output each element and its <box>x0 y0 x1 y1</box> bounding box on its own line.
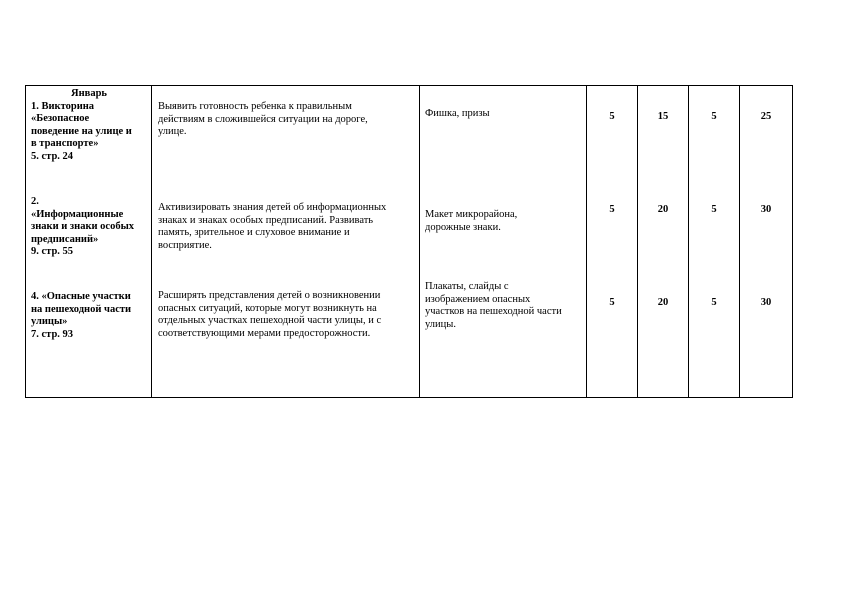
number-value: 5 <box>711 204 717 215</box>
material-block-2 <box>420 209 586 234</box>
goal-line: отдельных участках пешеходной части улицы, и с <box>158 315 382 326</box>
topic-line: 4. «Опасные участки <box>31 291 131 302</box>
topic-line: 9. стр. 55 <box>31 246 74 257</box>
topic-block-1 <box>26 88 151 163</box>
number-value: 5 <box>609 297 615 308</box>
number-value: 5 <box>711 111 717 122</box>
topic-line: 5. стр. 24 <box>31 150 74 162</box>
topic-block-2 <box>26 196 151 259</box>
topic-line: предписаний» <box>31 233 99 245</box>
number-cell-col3 <box>689 86 740 398</box>
material-block-1 <box>420 108 586 121</box>
material-line: Макет микрорайона, <box>425 209 518 220</box>
number-value: 5 <box>711 297 717 308</box>
goal-block-3 <box>152 290 419 340</box>
material-line: Плакаты, слайды с <box>425 281 509 292</box>
goal-block-2 <box>152 202 419 252</box>
topic-line: на пешеходной части <box>31 303 132 315</box>
number-cell-col4 <box>740 86 793 398</box>
material-line: изображением опасных <box>425 293 531 305</box>
topic-line: 2. <box>31 196 39 207</box>
goal-line: Выявить готовность ребенка к правильным <box>158 101 352 112</box>
goal-line: Расширять представления детей о возникновении <box>158 290 381 301</box>
number-value: 30 <box>760 297 772 308</box>
topic-line: в транспорте» <box>31 138 99 149</box>
topic-line: «Безопасное <box>31 113 90 124</box>
material-line: дорожные знаки. <box>425 221 501 233</box>
goal-line: восприятие. <box>158 239 212 251</box>
material-block-3 <box>420 281 586 331</box>
number-value: 20 <box>657 204 669 215</box>
goal-block-1 <box>152 101 419 139</box>
number-value: 15 <box>657 111 669 122</box>
goal-line: память, зрительное и слуховое внимание и <box>158 227 350 238</box>
lesson-plan-table <box>25 85 793 398</box>
topic-line: поведение на улице и <box>31 125 132 137</box>
goal-line: Активизировать знания детей об информационных <box>158 202 387 213</box>
goal-line: действиям в сложившейся ситуации на дороге, <box>158 113 368 125</box>
goal-cell <box>152 86 420 398</box>
number-cell-col1 <box>587 86 638 398</box>
material-line: Фишка, призы <box>425 108 490 119</box>
topic-cell <box>26 86 152 398</box>
number-value: 5 <box>609 111 615 122</box>
table-row <box>26 86 793 398</box>
topic-line: 7. стр. 93 <box>31 328 74 340</box>
goal-line: улице. <box>158 126 187 137</box>
number-cell-col2 <box>638 86 689 398</box>
goal-line: опасных ситуаций, которые могут возникнуть на <box>158 302 377 314</box>
number-value: 20 <box>657 297 669 308</box>
material-cell <box>420 86 587 398</box>
topic-line: знаки и знаки особых <box>31 221 135 232</box>
material-line: участков на пешеходной части <box>425 306 562 317</box>
number-value: 25 <box>760 111 772 122</box>
number-value: 5 <box>609 204 615 215</box>
material-line: улицы. <box>425 318 456 330</box>
goal-line: соответствующими мерами предосторожности. <box>158 327 371 339</box>
goal-line: знаках и знаках особых предписаний. Развивать <box>158 214 374 226</box>
topic-line: «Информационные <box>31 208 124 220</box>
month-heading: Январь <box>71 88 107 99</box>
number-value: 30 <box>760 204 772 215</box>
topic-line: улицы» <box>31 316 68 327</box>
topic-line: 1. Викторина <box>31 100 95 112</box>
topic-block-3 <box>26 291 151 341</box>
